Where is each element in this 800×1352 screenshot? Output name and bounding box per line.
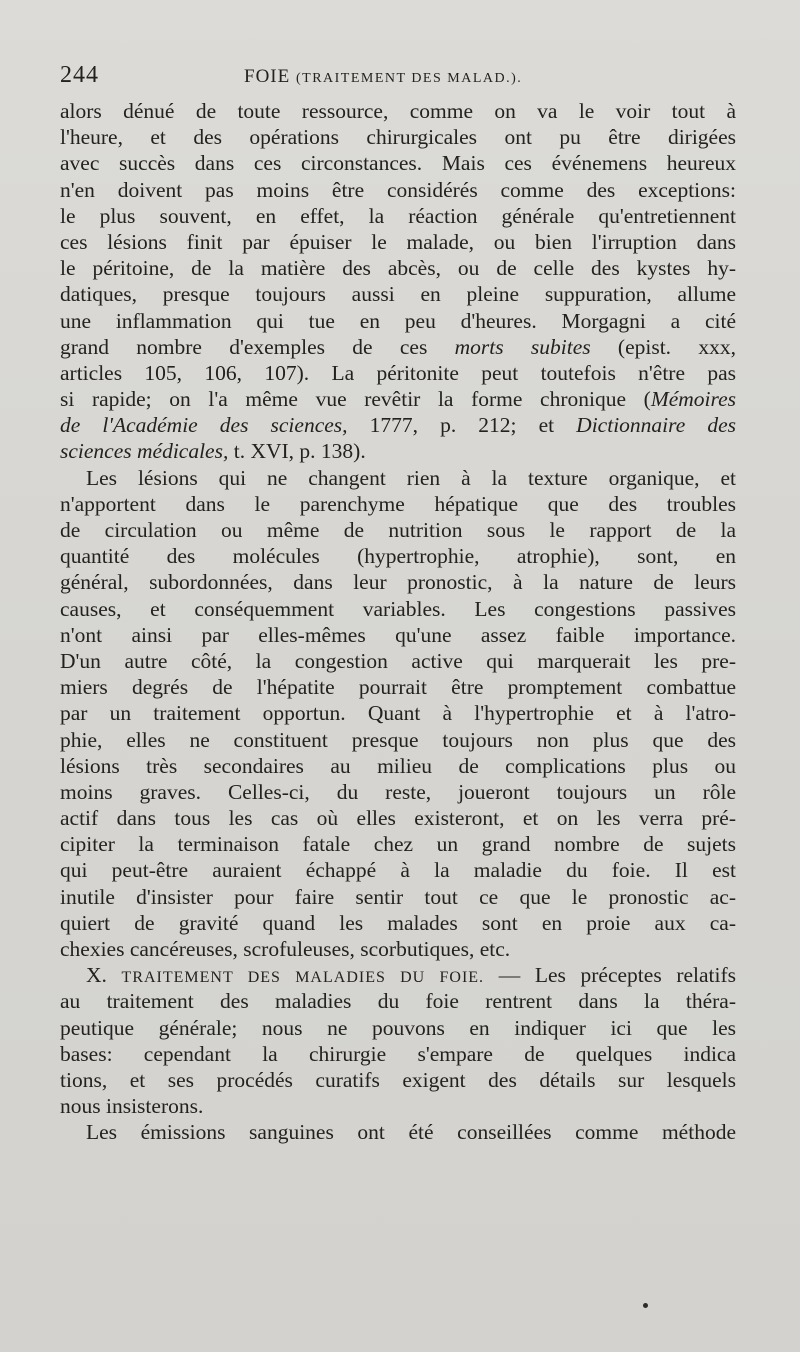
text-line: chexies cancéreuses, scrofuleuses, scorbutiques, etc. bbox=[60, 937, 511, 961]
text-line: n'apportent dans le parenchyme hépatique que des troubles bbox=[60, 491, 736, 516]
text-line: sciences médicales, t. XVI, p. 138). bbox=[60, 439, 366, 464]
italic-text: de l'Académie des sciences, bbox=[60, 413, 348, 438]
text-line: lésions très secondaires au milieu de complications plus ou bbox=[60, 753, 736, 778]
text-line: alors dénué de toute ressource, comme on va le voir tout à bbox=[60, 99, 736, 123]
text-line: si rapide; on l'a même vue revêtir la forme chronique (Mémoires bbox=[60, 387, 736, 412]
running-head-word: FOIE bbox=[244, 66, 291, 87]
text-line: par un traitement opportun. Quant à l'hypertrophie et à l'atro- bbox=[60, 701, 736, 726]
text-line: grand nombre d'exemples de ces morts subites (epist. xxx, bbox=[60, 334, 736, 359]
text-line: peutique générale; nous ne pouvons en indiquer ici que les bbox=[60, 1015, 736, 1040]
text-line: n'ont ainsi par elles-mêmes qu'une assez faible importance. bbox=[60, 622, 736, 647]
text-line: qui peut-être auraient échappé à la maladie du foie. Il est bbox=[60, 858, 736, 883]
text-line: n'en doivent pas moins être considérés comme des exceptions: bbox=[60, 177, 736, 202]
page-number: 244 bbox=[60, 62, 99, 88]
text-line: moins graves. Celles-ci, du reste, joueront toujours un rôle bbox=[60, 779, 736, 804]
text-line: au traitement des maladies du foie rentrent dans la théra- bbox=[60, 989, 736, 1014]
text-line: général, subordonnées, dans leur pronostic, à la nature de leurs bbox=[60, 570, 736, 595]
text-line: le plus souvent, en effet, la réaction générale qu'entretiennent bbox=[60, 203, 736, 228]
text-line: datiques, presque toujours aussi en pleine suppuration, allume bbox=[60, 282, 736, 307]
small-caps-heading: TRAITEMENT DES MALADIES DU FOIE. bbox=[121, 969, 485, 987]
text-line: bases: cependant la chirurgie s'empare de quelques indica bbox=[60, 1041, 736, 1066]
text-line: le péritoine, de la matière des abcès, ou de celle des kystes hy- bbox=[60, 256, 736, 281]
text-line: articles 105, 106, 107). La péritonite peut toutefois n'être pas bbox=[60, 360, 736, 385]
italic-text: sciences médicales, bbox=[60, 439, 229, 464]
text-line: actif dans tous les cas où elles existeront, et on les verra pré- bbox=[60, 806, 736, 831]
text-line: inutile d'insister pour faire sentir tout ce que le pronostic ac- bbox=[60, 884, 736, 909]
text-line: nous insisterons. bbox=[60, 1094, 204, 1119]
running-head bbox=[244, 66, 522, 88]
text-line: miers degrés de l'hépatite pourrait être promptement combattue bbox=[60, 675, 736, 700]
running-head-detail: (TRAITEMENT DES MALAD.). bbox=[295, 71, 523, 86]
italic-text: Mémoires bbox=[650, 387, 736, 412]
text-line: Les lésions qui ne changent rien à la texture organique, et bbox=[86, 465, 736, 490]
text-line: tions, et ses procédés curatifs exigent des détails sur lesquels bbox=[60, 1067, 736, 1092]
text-line: quiert de gravité quand les malades sont en proie aux ca- bbox=[60, 910, 736, 935]
text-line: quantité des molécules (hypertrophie, atrophie), sont, en bbox=[60, 544, 736, 569]
text-line: de l'Académie des sciences, 1777, p. 212; et Dictionnaire des bbox=[60, 413, 736, 438]
body-text bbox=[60, 98, 736, 1146]
text-line: D'un autre côté, la congestion active qui marquerait les pre- bbox=[60, 648, 736, 673]
text-line: X. TRAITEMENT DES MALADIES DU FOIE. — Les préceptes relatifs bbox=[86, 963, 737, 988]
text-line: avec succès dans ces circonstances. Mais ces événemens heureux bbox=[60, 151, 736, 176]
italic-text: Dictionnaire des bbox=[576, 413, 736, 438]
italic-text: morts subites bbox=[454, 334, 591, 359]
text-line: une inflammation qui tue en peu d'heures. Morgagni a cité bbox=[60, 308, 736, 333]
ink-spot bbox=[643, 1303, 648, 1308]
text-line: cipiter la terminaison fatale chez un grand nombre de sujets bbox=[60, 832, 736, 857]
text-line: ces lésions finit par épuiser le malade, ou bien l'irruption dans bbox=[60, 229, 736, 254]
text-line: Les émissions sanguines ont été conseillées comme méthode bbox=[86, 1120, 736, 1145]
text-line: l'heure, et des opérations chirurgicales ont pu être dirigées bbox=[60, 125, 736, 150]
page-header bbox=[60, 62, 740, 92]
text-line: de circulation ou même de nutrition sous le rapport de la bbox=[60, 518, 736, 542]
text-line: phie, elles ne constituent presque toujours non plus que des bbox=[60, 727, 736, 752]
text-line: causes, et conséquemment variables. Les congestions passives bbox=[60, 596, 736, 621]
